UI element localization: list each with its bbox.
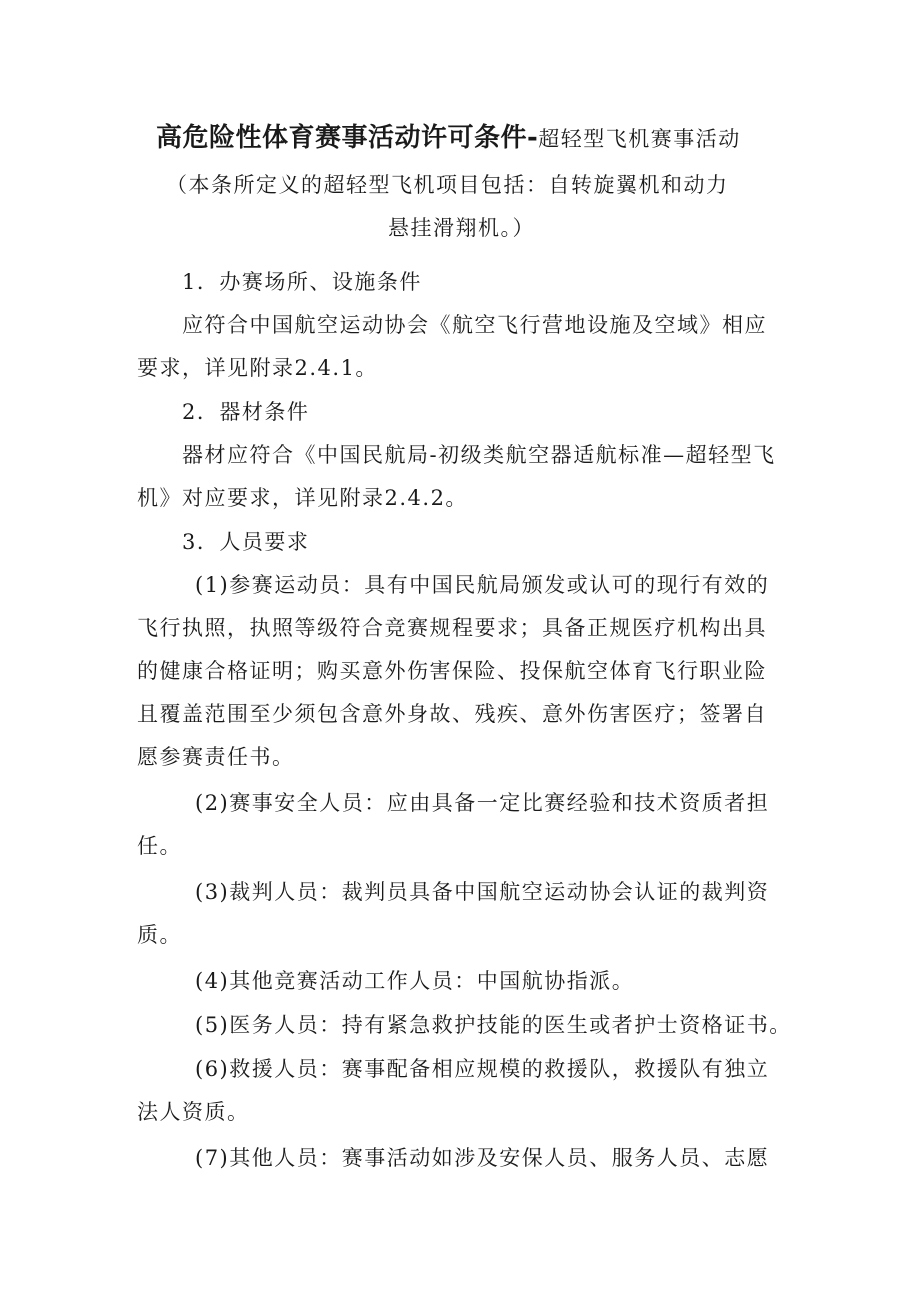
paragraph-line: 愿参赛责任书。 <box>137 745 295 769</box>
paragraph-line: 质。 <box>137 923 182 947</box>
scope-note-line-1: （本条所定义的超轻型飞机项目包括：自转旋翼机和动力 <box>166 173 729 197</box>
paragraph-line: 飞行执照，执照等级符合竞赛规程要求；具备正规医疗机构出具 <box>137 616 767 640</box>
paragraph-line: 应符合中国航空运动协会《航空飞行营地设施及空域》相应 <box>182 313 767 337</box>
scope-note-line-2: 悬挂滑翔机。） <box>388 216 535 240</box>
paragraph-line: 且覆盖范围至少须包含意外身故、残疾、意外伤害医疗；签署自 <box>137 702 767 726</box>
paragraph-line: 机》对应要求，详见附录2.4.2。 <box>137 486 468 510</box>
personnel-item-others: (7)其他人员：赛事活动如涉及安保人员、服务人员、志愿 <box>195 1146 770 1170</box>
title-main: 高危险性体育赛事活动许可条件- <box>156 123 539 153</box>
paragraph-line: 器材应符合《中国民航局-初级类航空器适航标准—超轻型飞 <box>182 443 776 467</box>
section-heading-venue: 1．办赛场所、设施条件 <box>182 270 422 294</box>
document-title <box>156 118 741 161</box>
paragraph-line: 要求，详见附录2.4.1。 <box>137 356 378 380</box>
personnel-item-medical: (5)医务人员：持有紧急救护技能的医生或者护士资格证书。 <box>195 1013 792 1037</box>
personnel-item-referees: (3)裁判人员：裁判员具备中国航空运动协会认证的裁判资 <box>195 880 770 904</box>
personnel-item-other-staff: (4)其他竞赛活动工作人员：中国航协指派。 <box>195 969 635 993</box>
title-subtitle: 超轻型飞机赛事活动 <box>538 127 741 151</box>
section-heading-equipment: 2．器材条件 <box>182 400 310 424</box>
paragraph-line: 法人资质。 <box>137 1100 250 1124</box>
paragraph-line: 的健康合格证明；购买意外伤害保险、投保航空体育飞行职业险 <box>137 659 767 683</box>
personnel-item-safety: (2)赛事安全人员：应由具备一定比赛经验和技术资质者担 <box>195 791 770 815</box>
personnel-item-rescue: (6)救援人员：赛事配备相应规模的救援队，救援队有独立 <box>195 1057 770 1081</box>
personnel-item-athletes: (1)参赛运动员：具有中国民航局颁发或认可的现行有效的 <box>195 573 770 597</box>
paragraph-line: 任。 <box>137 834 182 858</box>
section-heading-personnel: 3．人员要求 <box>182 530 310 554</box>
